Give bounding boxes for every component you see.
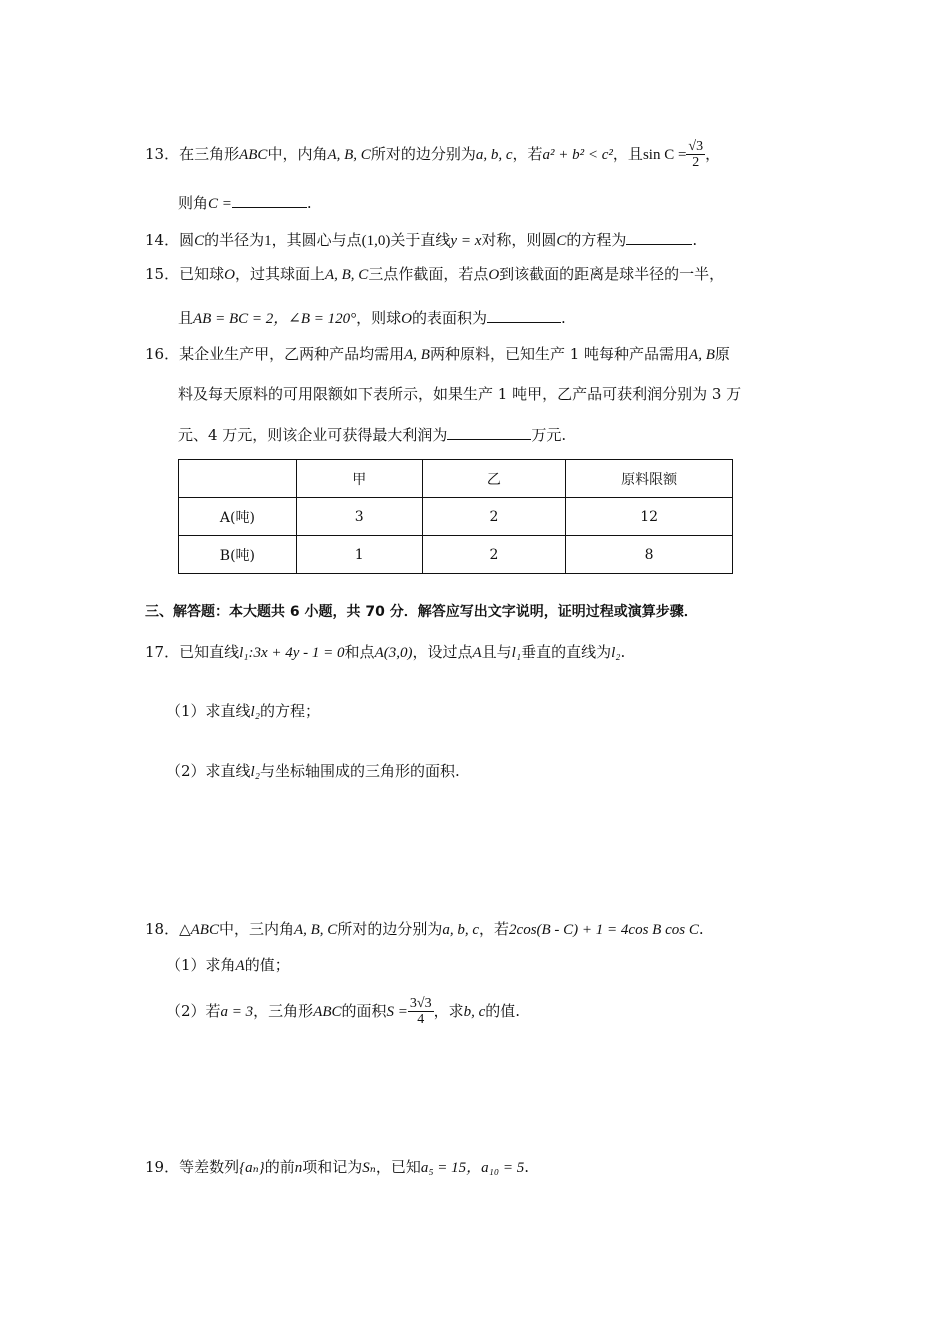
table-cell: 12 — [566, 498, 733, 536]
question-number: 19． — [145, 1158, 180, 1176]
table-cell: 甲 — [296, 460, 422, 498]
table-cell: A(吨) — [179, 498, 297, 536]
question-number: 18． — [145, 920, 180, 938]
question-19: 19．等差数列{aₙ}的前n项和记为Sₙ，已知a₅ = 15，a₁₀ = 5. — [145, 1158, 529, 1176]
question-15-line2: 且AB = BC = 2，∠B = 120°，则球O的表面积为 . — [178, 309, 566, 327]
table-cell: 2 — [422, 498, 566, 536]
materials-table — [178, 459, 733, 574]
question-14: 14．圆C的半径为1，其圆心与点(1,0)关于直线y = x对称，则圆C的方程为 . — [145, 231, 698, 249]
section-heading: 三、解答题：本大题共 6 小题，共 70 分．解答应写出文字说明，证明过程或演算步骤． — [145, 604, 698, 620]
question-number: 13． — [145, 144, 180, 163]
table-row — [179, 536, 733, 574]
question-15: 15．已知球O，过其球面上A, B, C三点作截面，若点O到该截面的距离是球半径的一半， — [145, 265, 725, 283]
question-18: 18．△ABC中，三内角A, B, C所对的边分别为a, b, c，若2cos(B - C) + 1 = 4cos B cos C. — [145, 920, 704, 938]
question-13-line2: 则角C = . — [178, 194, 312, 212]
fraction: $\frac{3√3}{4}$ — [409, 996, 432, 1028]
answer-blank[interactable] — [487, 308, 561, 323]
answer-blank[interactable] — [447, 425, 531, 440]
answer-blank[interactable] — [232, 193, 307, 208]
table-cell: 3 — [296, 498, 422, 536]
question-16: 16．某企业生产甲，乙两种产品均需用A, B两种原料，已知生产 1 吨每种产品需用A, B原 — [145, 345, 730, 363]
table-cell — [179, 460, 297, 498]
table-cell: B(吨) — [179, 536, 297, 574]
table-cell: 8 — [566, 536, 733, 574]
answer-blank[interactable] — [626, 230, 692, 245]
question-17-part2: （2）求直线l₂与坐标轴围成的三角形的面积. — [166, 762, 460, 780]
table-cell: 原料限额 — [566, 460, 733, 498]
question-16-line3: 元、4 万元，则该企业可获得最大利润为 万元. — [178, 426, 567, 444]
question-18-part2: （2）若a = 3，三角形ABC的面积S = $\frac{3√3}{4}$ ，求b, c的值. — [166, 996, 521, 1028]
question-number: 16． — [145, 345, 180, 363]
question-17-part1: （1）求直线l₂的方程； — [166, 702, 320, 720]
question-17: 17．已知直线l₁:3x + 4y - 1 = 0和点A(3,0)，设过点A且与l₁垂直的直线为l₂. — [145, 643, 626, 661]
question-number: 14． — [145, 231, 180, 249]
question-13: 13．在三角形ABC中，内角A, B, C所对的边分别为a, b, c，若a² + b² < c²，且sin C = $\frac{√3}{2}$ ， — [145, 139, 721, 171]
question-number: 15． — [145, 265, 180, 283]
fraction: $\frac{√3}{2}$ — [688, 139, 704, 171]
table-cell: 2 — [422, 536, 566, 574]
table-header-row — [179, 460, 733, 498]
question-18-part1: （1）求角A的值； — [166, 956, 290, 974]
table-row — [179, 498, 733, 536]
table-cell: 1 — [296, 536, 422, 574]
table-cell: 乙 — [422, 460, 566, 498]
question-number: 17． — [145, 643, 180, 661]
question-16-line2: 料及每天原料的可用限额如下表所示，如果生产 1 吨甲，乙产品可获利润分别为 3 万 — [178, 385, 742, 403]
